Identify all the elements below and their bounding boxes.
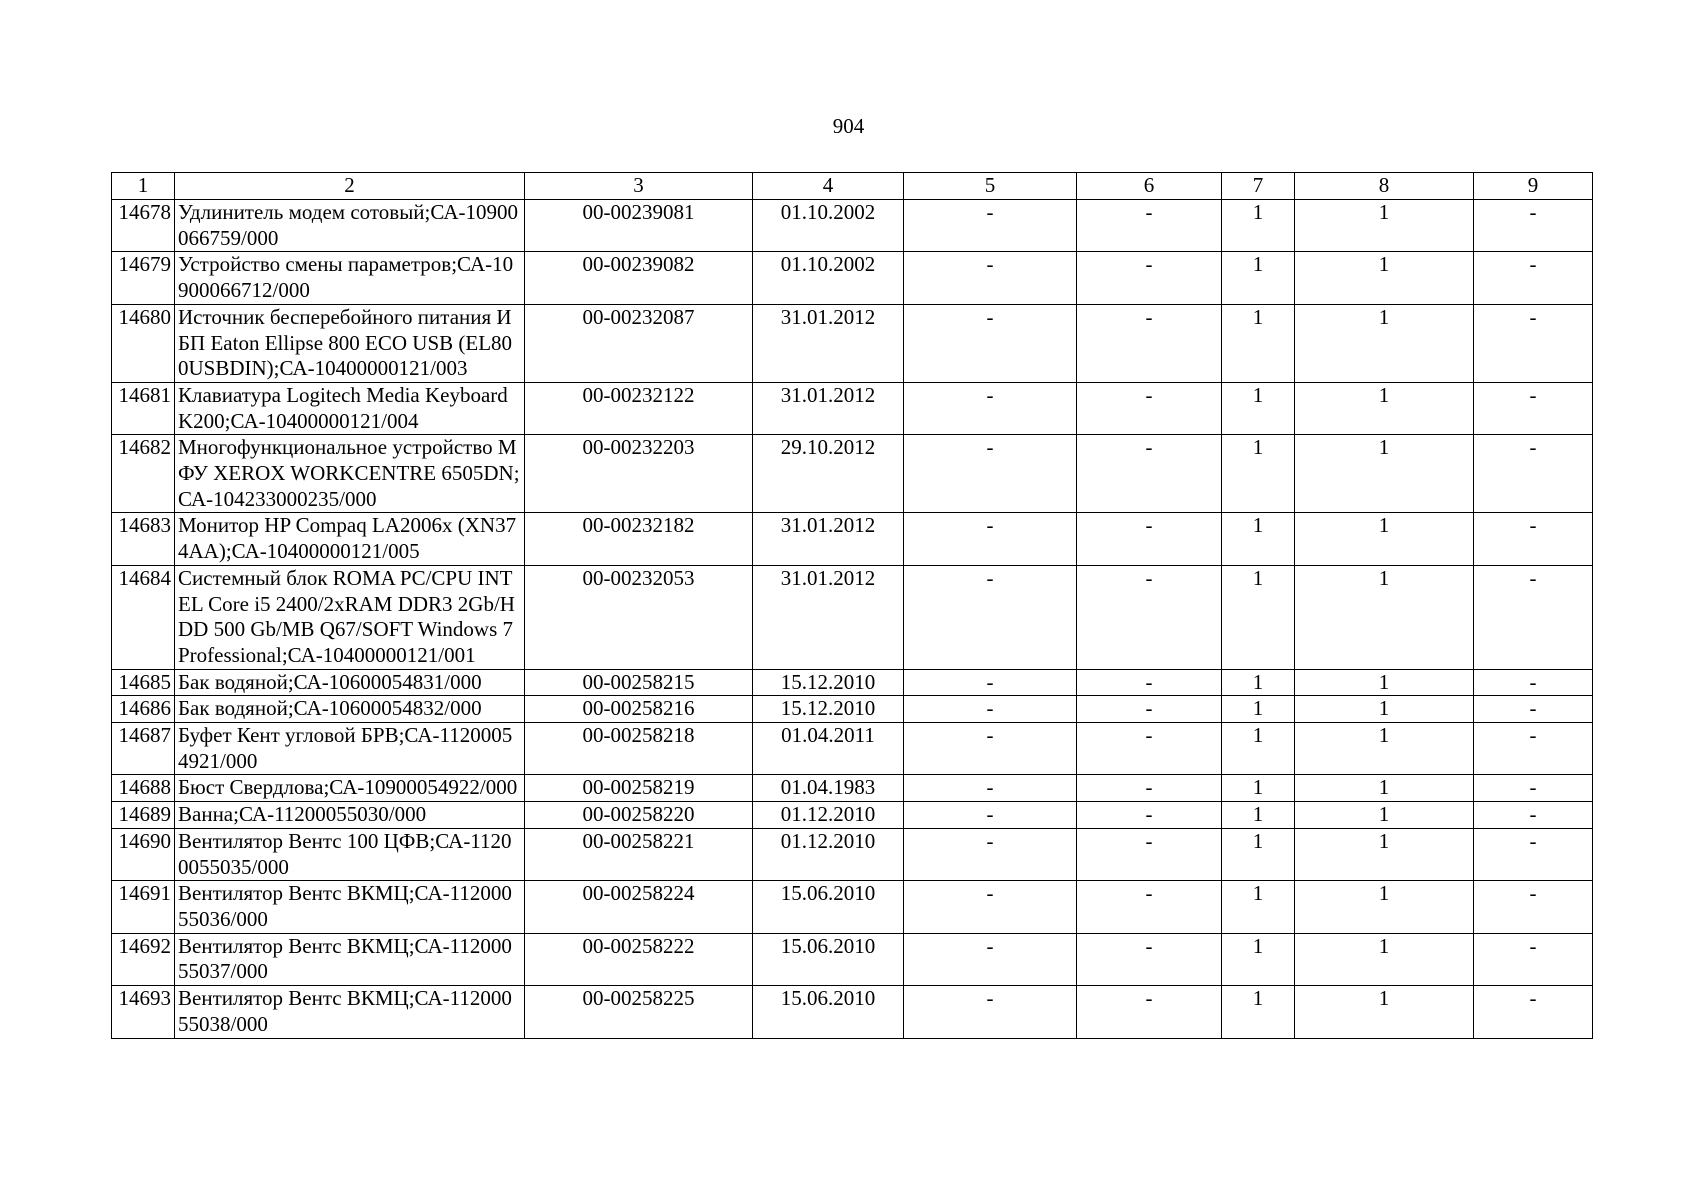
column-header-9: 9	[1474, 173, 1593, 200]
cell-col-8: 1	[1295, 933, 1474, 985]
column-header-3: 3	[525, 173, 753, 200]
table-row	[112, 669, 1593, 696]
cell-asset-name: Устройство смены параметров;СА-10900066712/000	[175, 252, 525, 304]
cell-col-9: -	[1474, 986, 1593, 1038]
cell-col-8: 1	[1295, 881, 1474, 933]
table-row	[112, 986, 1593, 1038]
cell-asset-name: Клавиатура Logitech Media Keyboard K200;СА-10400000121/004	[175, 382, 525, 434]
cell-col-5: -	[904, 252, 1077, 304]
cell-col-8: 1	[1295, 986, 1474, 1038]
column-header-6: 6	[1077, 173, 1222, 200]
cell-date: 31.01.2012	[753, 513, 904, 565]
cell-col-8: 1	[1295, 382, 1474, 434]
cell-col-6: -	[1077, 513, 1222, 565]
cell-date: 01.04.1983	[753, 775, 904, 802]
asset-register-table	[111, 172, 1593, 1039]
cell-row-number: 14693	[112, 986, 175, 1038]
column-header-2: 2	[175, 173, 525, 200]
cell-row-number: 14685	[112, 669, 175, 696]
cell-row-number: 14688	[112, 775, 175, 802]
cell-inventory-code: 00-00258216	[525, 696, 753, 723]
cell-date: 29.10.2012	[753, 435, 904, 513]
cell-col-5: -	[904, 775, 1077, 802]
cell-col-7: 1	[1222, 565, 1295, 669]
cell-row-number: 14681	[112, 382, 175, 434]
cell-asset-name: Вентилятор Вентс ВКМЦ;СА-11200055037/000	[175, 933, 525, 985]
cell-col-9: -	[1474, 933, 1593, 985]
cell-col-9: -	[1474, 382, 1593, 434]
cell-col-8: 1	[1295, 828, 1474, 880]
cell-col-6: -	[1077, 696, 1222, 723]
column-header-1: 1	[112, 173, 175, 200]
cell-asset-name: Вентилятор Вентс ВКМЦ;СА-11200055038/000	[175, 986, 525, 1038]
cell-date: 15.12.2010	[753, 669, 904, 696]
cell-col-7: 1	[1222, 986, 1295, 1038]
cell-date: 15.06.2010	[753, 933, 904, 985]
cell-date: 01.04.2011	[753, 723, 904, 775]
cell-row-number: 14684	[112, 565, 175, 669]
cell-inventory-code: 00-00239082	[525, 252, 753, 304]
cell-row-number: 14680	[112, 304, 175, 382]
cell-col-6: -	[1077, 304, 1222, 382]
cell-col-6: -	[1077, 986, 1222, 1038]
cell-inventory-code: 00-00232122	[525, 382, 753, 434]
cell-inventory-code: 00-00232087	[525, 304, 753, 382]
cell-row-number: 14692	[112, 933, 175, 985]
cell-col-9: -	[1474, 775, 1593, 802]
cell-col-9: -	[1474, 200, 1593, 252]
table-row	[112, 881, 1593, 933]
cell-asset-name: Бак водяной;СА-10600054832/000	[175, 696, 525, 723]
table-row	[112, 565, 1593, 669]
cell-asset-name: Ванна;СА-11200055030/000	[175, 802, 525, 829]
cell-col-8: 1	[1295, 669, 1474, 696]
cell-col-9: -	[1474, 513, 1593, 565]
cell-col-7: 1	[1222, 513, 1295, 565]
column-header-7: 7	[1222, 173, 1295, 200]
cell-row-number: 14683	[112, 513, 175, 565]
page-number: 904	[832, 114, 865, 138]
cell-inventory-code: 00-00258220	[525, 802, 753, 829]
cell-col-5: -	[904, 435, 1077, 513]
cell-inventory-code: 00-00239081	[525, 200, 753, 252]
table-row	[112, 802, 1593, 829]
table-row	[112, 435, 1593, 513]
cell-inventory-code: 00-00232053	[525, 565, 753, 669]
cell-col-6: -	[1077, 435, 1222, 513]
cell-col-7: 1	[1222, 669, 1295, 696]
table-row	[112, 252, 1593, 304]
cell-col-8: 1	[1295, 723, 1474, 775]
column-header-4: 4	[753, 173, 904, 200]
cell-asset-name: Бюст Свердлова;СА-10900054922/000	[175, 775, 525, 802]
cell-asset-name: Буфет Кент угловой БРВ;СА-11200054921/000	[175, 723, 525, 775]
cell-col-6: -	[1077, 252, 1222, 304]
cell-asset-name: Многофункциональное устройство МФУ XEROX WORKCENTRE 6505DN;СА-104233000235/000	[175, 435, 525, 513]
cell-col-9: -	[1474, 828, 1593, 880]
cell-col-7: 1	[1222, 252, 1295, 304]
cell-inventory-code: 00-00258219	[525, 775, 753, 802]
column-header-5: 5	[904, 173, 1077, 200]
cell-asset-name: Монитор HP Compaq LA2006x (XN374AA);СА-10400000121/005	[175, 513, 525, 565]
cell-date: 15.12.2010	[753, 696, 904, 723]
table-row	[112, 304, 1593, 382]
cell-col-7: 1	[1222, 775, 1295, 802]
cell-col-5: -	[904, 696, 1077, 723]
cell-col-8: 1	[1295, 200, 1474, 252]
cell-col-6: -	[1077, 723, 1222, 775]
cell-col-6: -	[1077, 802, 1222, 829]
cell-row-number: 14682	[112, 435, 175, 513]
cell-col-7: 1	[1222, 933, 1295, 985]
cell-col-8: 1	[1295, 565, 1474, 669]
cell-col-7: 1	[1222, 802, 1295, 829]
cell-inventory-code: 00-00258225	[525, 986, 753, 1038]
table-row	[112, 382, 1593, 434]
cell-col-9: -	[1474, 696, 1593, 723]
cell-asset-name: Вентилятор Вентс ВКМЦ;СА-11200055036/000	[175, 881, 525, 933]
cell-date: 01.10.2002	[753, 252, 904, 304]
table-row	[112, 513, 1593, 565]
cell-col-5: -	[904, 933, 1077, 985]
cell-col-6: -	[1077, 881, 1222, 933]
table-header-row	[112, 173, 1593, 200]
cell-date: 15.06.2010	[753, 881, 904, 933]
cell-col-8: 1	[1295, 252, 1474, 304]
cell-row-number: 14691	[112, 881, 175, 933]
cell-col-6: -	[1077, 200, 1222, 252]
cell-asset-name: Вентилятор Вентс 100 ЦФВ;СА-11200055035/000	[175, 828, 525, 880]
cell-row-number: 14690	[112, 828, 175, 880]
cell-col-6: -	[1077, 775, 1222, 802]
cell-col-7: 1	[1222, 828, 1295, 880]
cell-inventory-code: 00-00232182	[525, 513, 753, 565]
cell-col-6: -	[1077, 828, 1222, 880]
cell-col-9: -	[1474, 669, 1593, 696]
cell-col-8: 1	[1295, 775, 1474, 802]
cell-col-5: -	[904, 723, 1077, 775]
cell-col-9: -	[1474, 881, 1593, 933]
cell-col-9: -	[1474, 435, 1593, 513]
cell-col-5: -	[904, 986, 1077, 1038]
cell-asset-name: Удлинитель модем сотовый;СА-10900066759/000	[175, 200, 525, 252]
cell-col-9: -	[1474, 565, 1593, 669]
cell-inventory-code: 00-00232203	[525, 435, 753, 513]
cell-col-5: -	[904, 304, 1077, 382]
cell-col-5: -	[904, 669, 1077, 696]
cell-col-5: -	[904, 828, 1077, 880]
cell-col-6: -	[1077, 382, 1222, 434]
cell-col-7: 1	[1222, 723, 1295, 775]
column-header-8: 8	[1295, 173, 1474, 200]
cell-row-number: 14679	[112, 252, 175, 304]
table-body	[112, 200, 1593, 1039]
cell-col-5: -	[904, 382, 1077, 434]
cell-col-8: 1	[1295, 513, 1474, 565]
cell-col-5: -	[904, 200, 1077, 252]
cell-col-6: -	[1077, 669, 1222, 696]
cell-col-7: 1	[1222, 435, 1295, 513]
cell-date: 31.01.2012	[753, 382, 904, 434]
cell-date: 01.12.2010	[753, 802, 904, 829]
cell-asset-name: Источник бесперебойного питания ИБП Eaton Ellipse 800 ECO USB (EL800USBDIN);СА-10400000121/003	[175, 304, 525, 382]
cell-asset-name: Системный блок ROMA PC/CPU INTEL Core i5 2400/2xRAM DDR3 2Gb/HDD 500 Gb/MB Q67/SOFT Windows 7 Professional;СА-10400000121/001	[175, 565, 525, 669]
cell-row-number: 14686	[112, 696, 175, 723]
cell-col-7: 1	[1222, 881, 1295, 933]
cell-col-7: 1	[1222, 696, 1295, 723]
cell-col-9: -	[1474, 723, 1593, 775]
cell-inventory-code: 00-00258218	[525, 723, 753, 775]
cell-inventory-code: 00-00258224	[525, 881, 753, 933]
table-row	[112, 200, 1593, 252]
cell-col-8: 1	[1295, 435, 1474, 513]
cell-col-9: -	[1474, 802, 1593, 829]
cell-row-number: 14687	[112, 723, 175, 775]
table-row	[112, 723, 1593, 775]
cell-inventory-code: 00-00258215	[525, 669, 753, 696]
cell-col-6: -	[1077, 565, 1222, 669]
cell-col-6: -	[1077, 933, 1222, 985]
cell-inventory-code: 00-00258222	[525, 933, 753, 985]
cell-asset-name: Бак водяной;СА-10600054831/000	[175, 669, 525, 696]
cell-date: 15.06.2010	[753, 986, 904, 1038]
cell-col-9: -	[1474, 304, 1593, 382]
table-row	[112, 696, 1593, 723]
cell-date: 01.10.2002	[753, 200, 904, 252]
cell-date: 31.01.2012	[753, 304, 904, 382]
cell-col-5: -	[904, 881, 1077, 933]
cell-date: 01.12.2010	[753, 828, 904, 880]
table-row	[112, 828, 1593, 880]
cell-col-9: -	[1474, 252, 1593, 304]
cell-col-8: 1	[1295, 802, 1474, 829]
table-row	[112, 775, 1593, 802]
cell-col-5: -	[904, 565, 1077, 669]
cell-row-number: 14678	[112, 200, 175, 252]
cell-col-5: -	[904, 802, 1077, 829]
table-row	[112, 933, 1593, 985]
cell-row-number: 14689	[112, 802, 175, 829]
cell-col-7: 1	[1222, 304, 1295, 382]
cell-col-7: 1	[1222, 382, 1295, 434]
cell-col-7: 1	[1222, 200, 1295, 252]
cell-date: 31.01.2012	[753, 565, 904, 669]
cell-col-8: 1	[1295, 304, 1474, 382]
cell-col-5: -	[904, 513, 1077, 565]
cell-col-8: 1	[1295, 696, 1474, 723]
cell-inventory-code: 00-00258221	[525, 828, 753, 880]
